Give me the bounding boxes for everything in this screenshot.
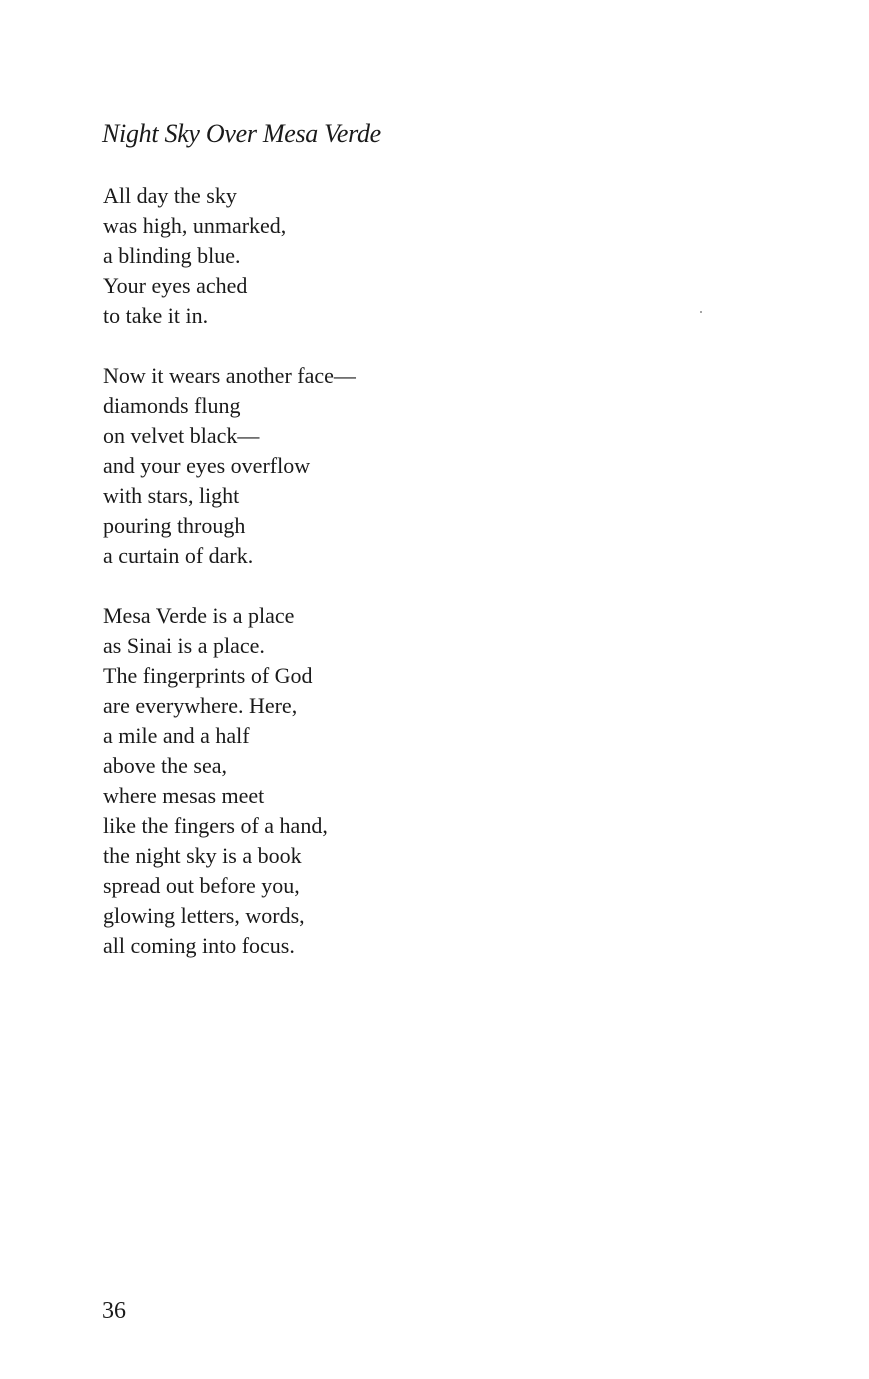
poem-line: Now it wears another face— [103,363,356,388]
poem-line: The fingerprints of God [103,663,313,688]
poem-line: on velvet black— [103,423,260,448]
poem-line: Mesa Verde is a place [103,603,295,628]
stanza [103,601,356,961]
poem-line: a mile and a half [103,723,250,748]
poem-line: like the fingers of a hand, [103,813,328,838]
poem-line: the night sky is a book [103,843,302,868]
poem-line: where mesas meet [103,783,265,808]
page-number: 36 [102,1298,126,1324]
poem-line: as Sinai is a place. [103,633,265,658]
poem-line: diamonds flung [103,393,241,418]
poem-body [103,181,356,991]
poem-line: All day the sky [103,183,237,208]
poem-line: glowing letters, words, [103,903,305,928]
poem-title: Night Sky Over Mesa Verde [102,119,381,148]
poem-line: spread out before you, [103,873,300,898]
scan-speck [700,311,702,313]
poem-line: pouring through [103,513,246,538]
poem-line: with stars, light [103,483,240,508]
poem-line: a curtain of dark. [103,543,254,568]
poem-line: are everywhere. Here, [103,693,298,718]
poem-line: a blinding blue. [103,243,241,268]
poem-line: all coming into focus. [103,933,295,958]
poem-line: Your eyes ached [103,273,248,298]
stanza [103,181,356,331]
poem-line: to take it in. [103,303,209,328]
poem-line: above the sea, [103,753,227,778]
poem-line: was high, unmarked, [103,213,287,238]
stanza [103,361,356,571]
poem-line: and your eyes overflow [103,453,311,478]
